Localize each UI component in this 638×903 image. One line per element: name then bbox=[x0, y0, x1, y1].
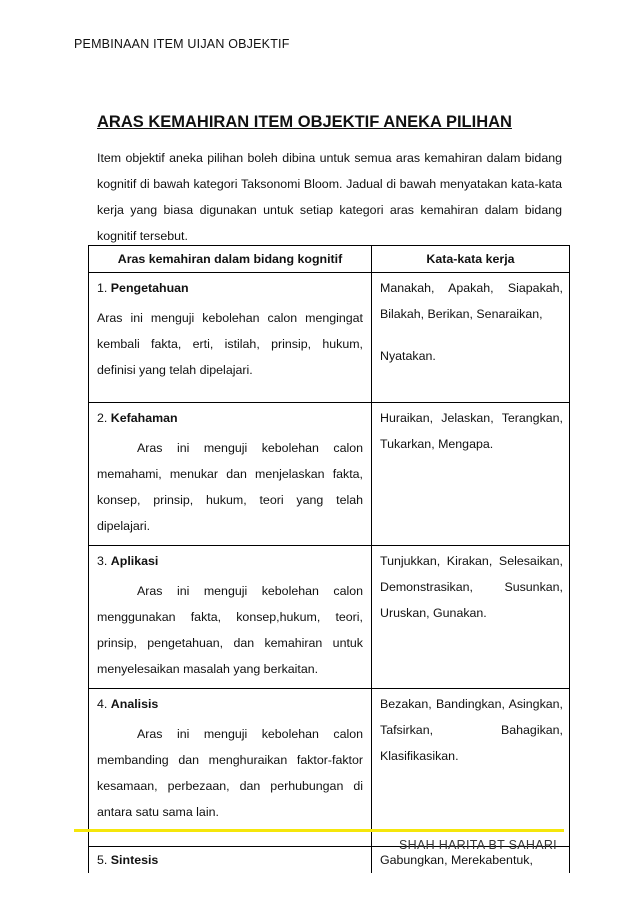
table-row bbox=[89, 689, 570, 847]
verbs-cell bbox=[372, 403, 570, 546]
level-number: 1. bbox=[97, 281, 108, 295]
level-heading bbox=[97, 693, 363, 715]
level-heading bbox=[97, 849, 363, 871]
level-cell bbox=[89, 689, 372, 847]
level-heading bbox=[97, 550, 363, 572]
verbs-cell bbox=[372, 546, 570, 689]
level-name: Analisis bbox=[110, 697, 159, 711]
level-heading bbox=[97, 407, 363, 429]
header-cognitive-level: Aras kemahiran dalam bidang kognitif bbox=[89, 246, 372, 273]
footer-author: SHAH HARITA BT SAHARI bbox=[399, 838, 557, 852]
table-row bbox=[89, 273, 570, 403]
verbs-text: Gabungkan, Merekabentuk, bbox=[380, 853, 533, 867]
table-row bbox=[89, 546, 570, 689]
level-name: Pengetahuan bbox=[110, 281, 189, 295]
level-cell bbox=[89, 546, 372, 689]
level-description: Aras ini menguji kebolehan calon membanding dan menghuraikan faktor-faktor kesamaan, perbezaan, dan perhubungan di antara satu sama lain. bbox=[97, 727, 363, 819]
footer-divider bbox=[74, 829, 564, 832]
page-header: PEMBINAAN ITEM UIJAN OBJEKTIF bbox=[74, 37, 290, 51]
section-title: ARAS KEMAHIRAN ITEM OBJEKTIF ANEKA PILIHAN bbox=[97, 113, 512, 131]
level-name: Sintesis bbox=[110, 853, 159, 867]
header-verbs: Kata-kata kerja bbox=[372, 246, 570, 273]
level-description: Aras ini menguji kebolehan calon menggunakan fakta, konsep,hukum, teori, prinsip, pengetahuan, dan kemahiran untuk menyelesaikan masalah yang berkaitan. bbox=[97, 584, 363, 676]
verbs-cell bbox=[372, 273, 570, 403]
verbs-text: Huraikan, Jelaskan, Terangkan, Tukarkan, Mengapa. bbox=[380, 411, 563, 451]
level-heading bbox=[97, 277, 363, 299]
level-name: Aplikasi bbox=[110, 554, 159, 568]
level-number: 2. bbox=[97, 411, 108, 425]
intro-paragraph: Item objektif aneka pilihan boleh dibina untuk semua aras kemahiran dalam bidang kognitif di bawah kategori Taksonomi Bloom. Jadual di bawah menyatakan kata-kata kerja yang biasa digunakan untuk setiap kategori aras kemahiran dalam bidang kognitif tersebut. bbox=[97, 151, 562, 243]
cognitive-levels-table bbox=[88, 245, 570, 873]
verbs-text: Tunjukkan, Kirakan, Selesaikan, Demonstrasikan, Susunkan, Uruskan, Gunakan. bbox=[380, 554, 563, 620]
table-header-row bbox=[89, 246, 570, 273]
table-row bbox=[89, 403, 570, 546]
level-cell bbox=[89, 847, 372, 874]
verbs-text: Manakah, Apakah, Siapakah, Bilakah, Berikan, Senaraikan, bbox=[380, 281, 563, 321]
level-cell bbox=[89, 273, 372, 403]
level-description: Aras ini menguji kebolehan calon memahami, menukar dan menjelaskan fakta, konsep, prinsip, hukum, teori yang telah dipelajari. bbox=[97, 441, 363, 533]
verbs-text: Bezakan, Bandingkan, Asingkan, Tafsirkan, Bahagikan, Klasifikasikan. bbox=[380, 697, 563, 763]
level-number: 5. bbox=[97, 853, 108, 867]
level-number: 4. bbox=[97, 697, 108, 711]
level-cell bbox=[89, 403, 372, 546]
verbs-cell bbox=[372, 689, 570, 847]
level-number: 3. bbox=[97, 554, 108, 568]
level-description: Aras ini menguji kebolehan calon mengingat kembali fakta, erti, istilah, prinsip, hukum, definisi yang telah dipelajari. bbox=[97, 311, 363, 377]
verbs-text-continued: Nyatakan. bbox=[380, 349, 436, 363]
level-name: Kefahaman bbox=[110, 411, 178, 425]
